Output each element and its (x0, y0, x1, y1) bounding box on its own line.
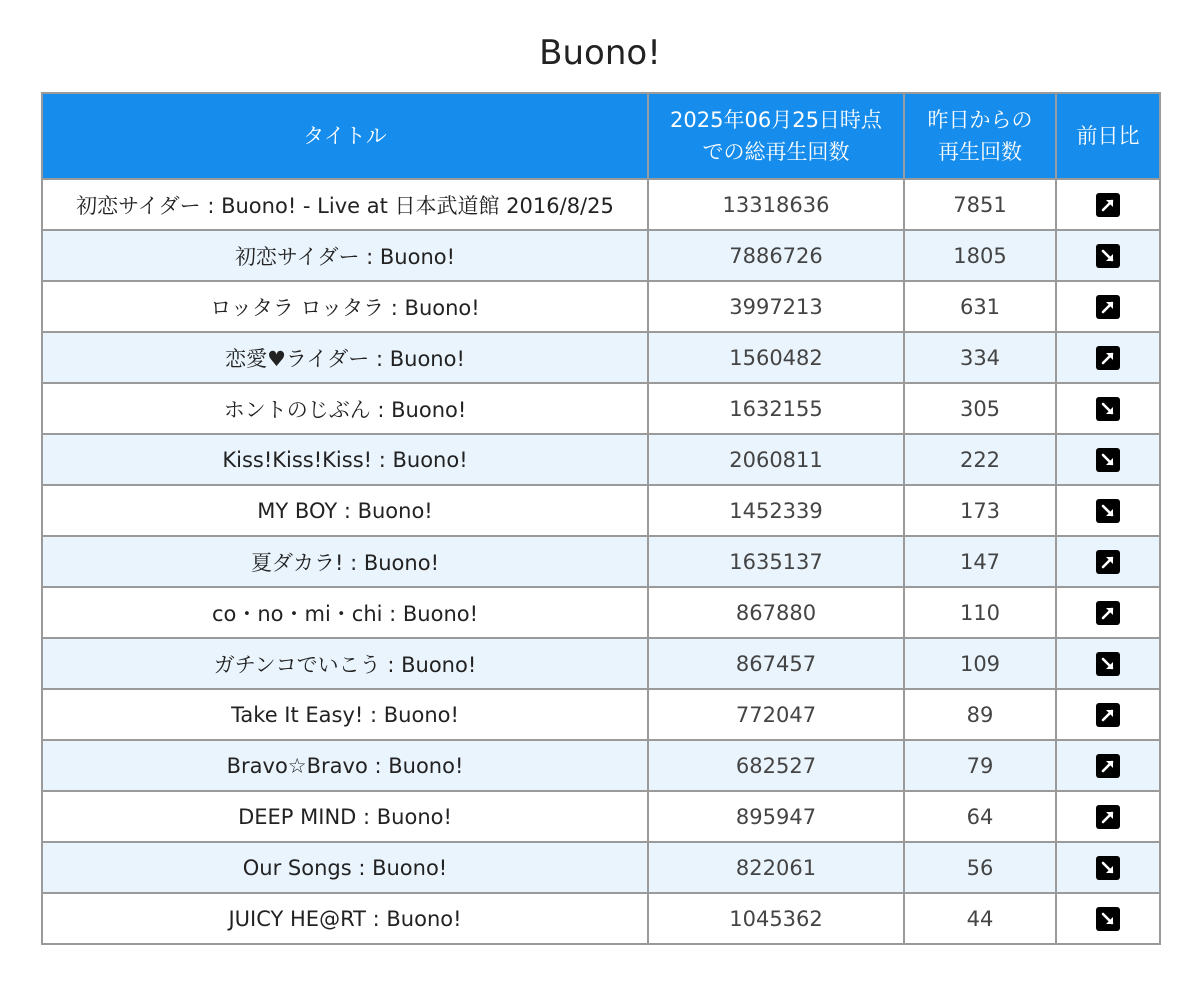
song-title-cell: DEEP MIND : Buono! (42, 791, 648, 842)
table-row (42, 587, 1160, 638)
total-plays-cell: 1452339 (648, 485, 904, 536)
table-row (42, 689, 1160, 740)
daily-plays-cell: 173 (904, 485, 1056, 536)
daily-plays-cell: 64 (904, 791, 1056, 842)
song-title-cell: MY BOY : Buono! (42, 485, 648, 536)
page-title: Buono! (539, 33, 661, 73)
table-row (42, 434, 1160, 485)
arrow-down-right-icon (1096, 499, 1120, 523)
arrow-down-right-icon (1096, 397, 1120, 421)
total-plays-cell: 822061 (648, 842, 904, 893)
song-title-cell: JUICY HE@RT : Buono! (42, 893, 648, 944)
table-row (42, 230, 1160, 281)
total-plays-cell: 1632155 (648, 383, 904, 434)
song-title-cell: Kiss!Kiss!Kiss! : Buono! (42, 434, 648, 485)
header-total-line1: 2025年06月25日時点 (670, 108, 882, 132)
table-row (42, 281, 1160, 332)
song-title-cell: co・no・mi・chi : Buono! (42, 587, 648, 638)
table-row (42, 485, 1160, 536)
header-trend-label: 前日比 (1076, 124, 1140, 148)
trend-cell (1056, 587, 1160, 638)
table-row (42, 638, 1160, 689)
daily-plays-cell: 305 (904, 383, 1056, 434)
song-title-cell: 初恋サイダー : Buono! (42, 230, 648, 281)
daily-plays-cell: 56 (904, 842, 1056, 893)
daily-plays-cell: 89 (904, 689, 1056, 740)
total-plays-cell: 1560482 (648, 332, 904, 383)
table-row (42, 791, 1160, 842)
song-title-cell: 夏ダカラ! : Buono! (42, 536, 648, 587)
header-daily-plays (904, 93, 1056, 179)
song-title-cell: Bravo☆Bravo : Buono! (42, 740, 648, 791)
trend-cell (1056, 536, 1160, 587)
table-header-row (42, 93, 1160, 179)
daily-plays-cell: 79 (904, 740, 1056, 791)
song-title-cell: Our Songs : Buono! (42, 842, 648, 893)
table-row (42, 383, 1160, 434)
table-row (42, 179, 1160, 230)
song-title-cell: 恋愛♥ライダー : Buono! (42, 332, 648, 383)
table-row (42, 536, 1160, 587)
daily-plays-cell: 1805 (904, 230, 1056, 281)
song-title-cell: ホントのじぶん : Buono! (42, 383, 648, 434)
arrow-up-right-icon (1096, 346, 1120, 370)
total-plays-cell: 2060811 (648, 434, 904, 485)
daily-plays-cell: 631 (904, 281, 1056, 332)
total-plays-cell: 1635137 (648, 536, 904, 587)
arrow-down-right-icon (1096, 652, 1120, 676)
daily-plays-cell: 109 (904, 638, 1056, 689)
arrow-up-right-icon (1096, 703, 1120, 727)
arrow-up-right-icon (1096, 601, 1120, 625)
trend-cell (1056, 689, 1160, 740)
table-row (42, 893, 1160, 944)
header-title-label: タイトル (303, 124, 387, 148)
daily-plays-cell: 7851 (904, 179, 1056, 230)
total-plays-cell: 13318636 (648, 179, 904, 230)
trend-cell (1056, 179, 1160, 230)
daily-plays-cell: 222 (904, 434, 1056, 485)
table-row (42, 842, 1160, 893)
trend-cell (1056, 638, 1160, 689)
trend-cell (1056, 383, 1160, 434)
trend-cell (1056, 281, 1160, 332)
header-daily-line2: 再生回数 (938, 140, 1022, 164)
total-plays-cell: 867880 (648, 587, 904, 638)
daily-plays-cell: 110 (904, 587, 1056, 638)
arrow-up-right-icon (1096, 805, 1120, 829)
arrow-up-right-icon (1096, 550, 1120, 574)
total-plays-cell: 867457 (648, 638, 904, 689)
song-title-cell: ガチンコでいこう : Buono! (42, 638, 648, 689)
total-plays-cell: 1045362 (648, 893, 904, 944)
trend-cell (1056, 791, 1160, 842)
arrow-down-right-icon (1096, 244, 1120, 268)
song-title-cell: 初恋サイダー : Buono! - Live at 日本武道館 2016/8/25 (42, 179, 648, 230)
total-plays-cell: 682527 (648, 740, 904, 791)
daily-plays-cell: 147 (904, 536, 1056, 587)
header-title (42, 93, 648, 179)
total-plays-cell: 895947 (648, 791, 904, 842)
trend-cell (1056, 230, 1160, 281)
song-title-cell: ロッタラ ロッタラ : Buono! (42, 281, 648, 332)
trend-cell (1056, 485, 1160, 536)
trend-cell (1056, 434, 1160, 485)
header-total-line2: での総再生回数 (702, 140, 850, 164)
daily-plays-cell: 44 (904, 893, 1056, 944)
trend-cell (1056, 893, 1160, 944)
header-daily-line1: 昨日からの (927, 108, 1033, 132)
arrow-up-right-icon (1096, 754, 1120, 778)
table-body (42, 179, 1160, 944)
arrow-up-right-icon (1096, 193, 1120, 217)
trend-cell (1056, 740, 1160, 791)
total-plays-cell: 3997213 (648, 281, 904, 332)
header-trend (1056, 93, 1160, 179)
arrow-down-right-icon (1096, 907, 1120, 931)
table-row (42, 740, 1160, 791)
arrow-down-right-icon (1096, 856, 1120, 880)
arrow-down-right-icon (1096, 448, 1120, 472)
arrow-up-right-icon (1096, 295, 1120, 319)
total-plays-cell: 772047 (648, 689, 904, 740)
trend-cell (1056, 842, 1160, 893)
table-row (42, 332, 1160, 383)
total-plays-cell: 7886726 (648, 230, 904, 281)
header-total-plays (648, 93, 904, 179)
play-count-table (41, 92, 1161, 945)
song-title-cell: Take It Easy! : Buono! (42, 689, 648, 740)
trend-cell (1056, 332, 1160, 383)
daily-plays-cell: 334 (904, 332, 1056, 383)
